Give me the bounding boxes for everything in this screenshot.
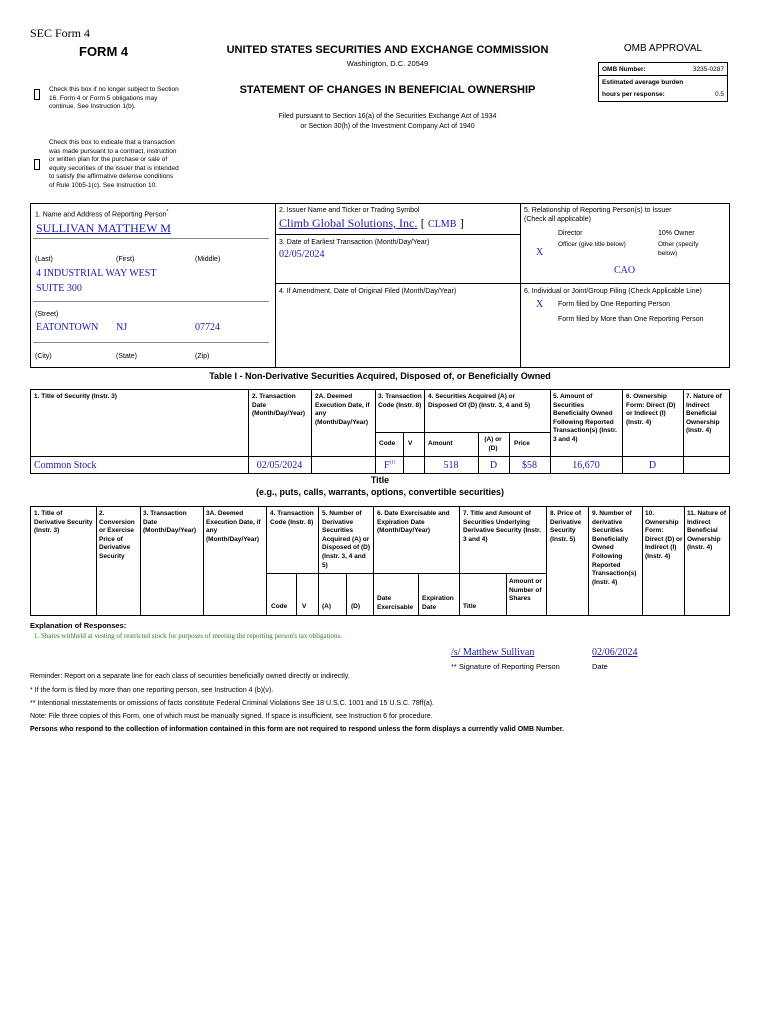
t1-sub-code: Code <box>379 440 396 447</box>
t1-col-nature: 7. Nature of Indirect Beneficial Ownership (Instr. 4) <box>686 393 722 435</box>
footer-omb-notice: Persons who respond to the collection of information contained in this form are not required to respond unless the form displays a currently valid OMB Number. <box>30 726 565 733</box>
statement-title: STATEMENT OF CHANGES IN BENEFICIAL OWNERSHIP <box>239 84 536 96</box>
t1-row-date: 02/05/2024 <box>256 460 303 471</box>
first-label: (First) <box>116 256 135 263</box>
relationship-label: 5. Relationship of Reporting Person(s) to Issuer <box>524 207 672 214</box>
t1-row-price: $58 <box>522 460 537 471</box>
relationship-sub: (Check all applicable) <box>524 216 591 223</box>
rule-10b5-1-checkbox[interactable] <box>34 159 40 170</box>
t1-sub-v: V <box>408 440 413 447</box>
t1-col-deemed: 2A. Deemed Execution Date, if any (Month/Day/Year) <box>315 393 370 426</box>
reporting-person-name-link[interactable]: SULLIVAN MATTHEW M <box>36 221 171 235</box>
signature-date-label: Date <box>592 662 608 671</box>
ticker-open-bracket: [ <box>420 216 425 230</box>
t2-col-price: 8. Price of Derivative Security (Instr. 5) <box>550 510 582 543</box>
table2-title: Title <box>370 475 390 485</box>
t2-col-exercisable: 6. Date Exercisable and Expiration Date (Month/Day/Year) <box>377 510 450 535</box>
zip-value: 07724 <box>195 322 220 333</box>
street-line1: 4 INDUSTRIAL WAY WEST <box>36 268 157 279</box>
omb-hours-value: 0.5 <box>714 91 724 98</box>
street-line2: SUITE 300 <box>36 283 82 294</box>
issuer-name-link[interactable]: Climb Global Solutions, Inc. <box>279 216 418 230</box>
officer-checkmark: X <box>536 247 544 258</box>
table2-subtitle: (e.g., puts, calls, warrants, options, convertible securities) <box>255 487 505 497</box>
earliest-transaction-date: 02/05/2024 <box>279 249 325 260</box>
filed-pursuant-line2: or Section 30(h) of the Investment Company Act of 1940 <box>300 123 475 130</box>
t2-col-form: 10. Ownership Form: Direct (D) or Indirect (I) (Instr. 4) <box>645 510 683 560</box>
t2-sub-title: Title <box>463 603 477 610</box>
earliest-transaction-label: 3. Date of Earliest Transaction (Month/Day/Year) <box>279 239 430 246</box>
t1-row-aord: D <box>489 460 498 471</box>
agency-location: Washington, D.C. 20549 <box>346 59 429 68</box>
t1-sub-price: Price <box>514 440 530 447</box>
other-option[interactable]: Other (specify below) <box>658 241 699 257</box>
t1-row-code <box>384 460 395 471</box>
t2-col-nature: 11. Nature of Indirect Beneficial Ownership (Instr. 4) <box>687 510 727 552</box>
signature-date: 02/06/2024 <box>592 647 638 658</box>
amendment-label: 4. If Amendment, Date of Original Filed (Month/Day/Year) <box>279 288 457 295</box>
footer-misstatements: ** Intentional misstatements or omissions of facts constitute Federal Criminal Violations See 18 U.S.C. 1001 and 15 U.S.C. 78ff(a). <box>30 700 434 707</box>
t2-sub-code: Code <box>271 603 288 610</box>
issuer-label: 2. Issuer Name and Ticker or Trading Symbol <box>279 207 420 214</box>
ticker-close-bracket: ] <box>459 216 464 230</box>
no-longer-subject-text: Check this box if no longer subject to Section 16. Form 4 or Form 5 obligations may continue. See Instruction 1(b). <box>49 86 179 111</box>
director-option[interactable]: Director <box>558 230 583 237</box>
omb-approval-title: OMB APPROVAL <box>623 43 703 54</box>
t1-row-security: Common Stock <box>34 460 97 471</box>
t1-row-code-text: F <box>384 460 390 471</box>
street-label: (Street) <box>35 311 59 318</box>
t1-sub-aord: (A) or (D) <box>484 436 502 452</box>
reporting-person-star: * <box>166 209 169 215</box>
omb-number-value: 3235-0287 <box>692 66 724 73</box>
filing-checkmark: X <box>536 299 544 310</box>
t2-sub-d: (D) <box>351 603 361 610</box>
t2-sub-expiration: Expiration Date <box>422 595 454 611</box>
t2-col-conversion: 2. Conversion or Exercise Price of Derivative Security <box>99 510 135 560</box>
t1-col-date: 2. Transaction Date (Month/Day/Year) <box>252 393 306 418</box>
table1-title: Table I - Non-Derivative Securities Acquired, Disposed of, or Beneficially Owned <box>209 371 551 381</box>
t1-row-amount: 518 <box>443 460 459 471</box>
omb-burden-label: Estimated average burden <box>602 79 684 86</box>
t2-sub-date-exercisable: Date Exercisable <box>377 595 414 611</box>
omb-number-label: OMB Number: <box>602 66 646 73</box>
no-longer-subject-checkbox[interactable] <box>34 89 40 100</box>
filed-pursuant-line1: Filed pursuant to Section 16(a) of the Securities Exchange Act of 1934 <box>278 113 497 120</box>
city-value: EATONTOWN <box>36 322 99 333</box>
t1-col-acquired: 4. Securities Acquired (A) or Disposed Of (D) (Instr. 3, 4 and 5) <box>428 393 531 409</box>
t2-sub-amount-shares: Amount or Number of Shares <box>509 578 542 603</box>
t2-col-owned: 9. Number of derivative Securities Beneficially Owned Following Reported Transaction(s) (Instr. 4) <box>592 510 637 586</box>
t2-col-code: 4. Transaction Code (Instr. 8) <box>270 510 314 526</box>
issuer-name-row <box>279 216 464 231</box>
t1-row-footnote[interactable]: (1) <box>389 460 396 466</box>
t1-row-owned: 16,670 <box>572 460 600 471</box>
reporting-person-label-text: 1. Name and Address of Reporting Person <box>35 211 167 219</box>
explanation-note-1: 1. Shares withheld at vesting of restricted stock for purposes of meeting the reporting person's tax obligations. <box>34 632 343 640</box>
ten-pct-owner-option[interactable]: 10% Owner <box>658 230 695 237</box>
t2-sub-a: (A) <box>322 603 332 610</box>
footer-multiple-persons: * If the form is filed by more than one reporting person, see Instruction 4 (b)(v). <box>30 687 274 694</box>
officer-option[interactable]: Officer (give title below) <box>558 241 626 248</box>
t1-row-form: D <box>648 460 657 471</box>
city-label: (City) <box>35 353 52 360</box>
t1-col-form: 6. Ownership Form: Direct (D) or Indirect (I) (Instr. 4) <box>626 393 676 426</box>
t2-col-date: 3. Transaction Date (Month/Day/Year) <box>143 510 197 535</box>
agency-title: UNITED STATES SECURITIES AND EXCHANGE COMMISSION <box>226 44 549 56</box>
filing-more-option[interactable]: Form filed by More than One Reporting Person <box>558 316 704 323</box>
t1-col-title: 1. Title of Security (Instr. 3) <box>34 393 117 400</box>
signature-name: /s/ Matthew Sullivan <box>451 647 535 658</box>
form-title: FORM 4 <box>79 44 129 59</box>
rule-10b5-1-text: Check this box to indicate that a transaction was made pursuant to a contract, instruction or written plan for the purchase or sale of equity securities of the issuer that is intended to satisfy the affirmative defense conditions of Rule 10b5-1(c). See Instruction 10. <box>49 139 179 189</box>
filing-label: 6. Individual or Joint/Group Filing (Check Applicable Line) <box>524 288 702 295</box>
officer-title: CAO <box>614 265 636 276</box>
ticker-symbol: CLMB <box>428 219 457 230</box>
footer-reminder: Reminder: Report on a separate line for each class of securities beneficially owned directly or indirectly. <box>30 673 350 680</box>
filing-one-option[interactable]: Form filed by One Reporting Person <box>558 301 671 308</box>
t1-sub-amount: Amount <box>428 440 453 447</box>
t2-col-title: 1. Title of Derivative Security (Instr. 3) <box>34 510 93 535</box>
middle-label: (Middle) <box>195 256 221 263</box>
t2-col-underlying: 7. Title and Amount of Securities Underlying Derivative Security (Instr. 3 and 4) <box>463 510 542 543</box>
footer-copies-note: Note: File three copies of this Form, one of which must be manually signed. If space is insufficient, see Instruction 6 for procedure. <box>30 713 433 720</box>
state-value: NJ <box>116 322 128 333</box>
reporting-person-label <box>35 209 168 218</box>
t1-col-code: 3. Transaction Code (Instr. 8) <box>378 393 422 409</box>
t2-sub-v: V <box>302 603 307 610</box>
t2-col-deemed: 3A. Deemed Execution Date, if any (Month/Day/Year) <box>206 510 261 543</box>
explanation-label: Explanation of Responses: <box>30 621 127 630</box>
state-label: (State) <box>116 353 138 360</box>
last-label: (Last) <box>35 256 53 263</box>
zip-label: (Zip) <box>195 353 210 360</box>
omb-hours-label: hours per response: <box>602 91 665 98</box>
t1-col-owned: 5. Amount of Securities Beneficially Owned Following Reported Transaction(s) (Instr. 3 and 4) <box>553 393 617 443</box>
signature-label: ** Signature of Reporting Person <box>451 662 560 671</box>
sec-form-label: SEC Form 4 <box>30 26 91 40</box>
t2-col-number: 5. Number of Derivative Securities Acquired (A) or Disposed of (D) (Instr. 3, 4 and 5) <box>322 510 371 569</box>
